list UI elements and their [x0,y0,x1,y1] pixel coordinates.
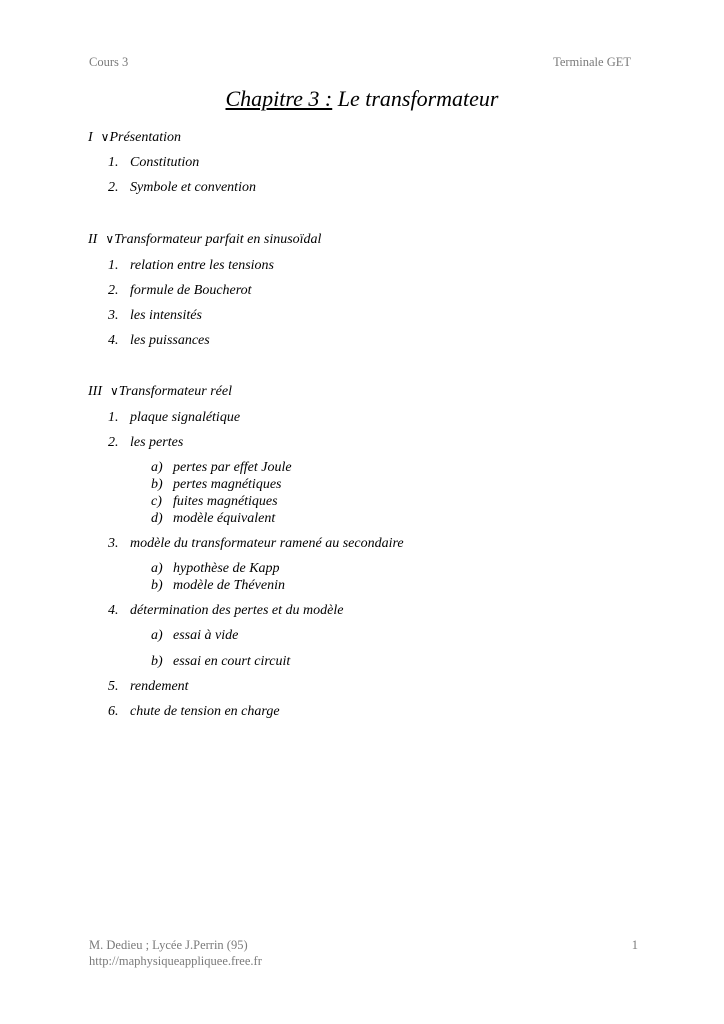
item-number: 2. [108,180,119,195]
subitem-letter: a) [151,561,163,576]
item-number: 3. [108,536,119,551]
subitem-title: essai en court circuit [173,654,291,669]
item-title: les puissances [130,333,210,348]
toc-section [88,130,181,146]
toc-item [108,603,343,619]
item-title: plaque signalétique [130,410,241,425]
page-number: 1 [631,938,638,952]
toc-item [108,536,404,552]
section-numeral: II [88,232,98,247]
subitem-title: hypothèse de Kapp [173,561,280,576]
toc-subitem [151,561,280,577]
item-number: 3. [108,308,119,323]
subitem-letter: a) [151,628,163,643]
title-prefix: Chapitre 3 : [225,86,333,111]
item-title: Symbole et convention [130,180,256,195]
footer-url: http://maphysiqueappliquee.free.fr [89,954,262,968]
item-title: Constitution [130,155,200,170]
item-number: 1. [108,410,119,425]
toc-item [108,155,199,171]
toc-item [108,333,210,349]
toc-item [108,704,280,720]
item-title: détermination des pertes et du modèle [130,603,344,618]
toc-item [108,435,183,451]
subitem-title: pertes magnétiques [173,477,282,492]
section-title: Transformateur réel [118,384,232,399]
section-numeral: III [88,384,102,399]
toc-item [108,308,202,324]
subitem-title: essai à vide [173,628,239,643]
toc-subitem [151,628,238,644]
item-title: relation entre les tensions [130,258,274,273]
subitem-letter: b) [151,578,163,593]
item-number: 4. [108,333,119,348]
toc-item [108,258,274,274]
item-number: 1. [108,258,119,273]
item-number: 2. [108,283,119,298]
toc-subitem [151,477,281,493]
toc-subitem [151,578,285,594]
item-number: 4. [108,603,119,618]
item-title: modèle du transformateur ramené au secondaire [130,536,404,551]
subitem-title: modèle équivalent [173,511,276,526]
toc-subitem [151,494,278,510]
item-number: 2. [108,435,119,450]
footer-author: M. Dedieu ; Lycée J.Perrin (95) [89,938,248,952]
toc-subitem [151,460,292,476]
page-title [0,86,724,112]
toc-item [108,410,240,426]
item-number: 5. [108,679,119,694]
toc-section [88,384,232,400]
section-title: Présentation [109,130,182,145]
subitem-title: pertes par effet Joule [173,460,292,475]
header-course: Cours 3 [89,55,129,69]
section-title: Transformateur parfait en sinusoïdal [114,232,322,247]
check-icon: ∨ [110,384,119,398]
check-icon: ∨ [100,130,110,144]
check-icon: ∨ [105,232,115,246]
item-number: 6. [108,704,119,719]
item-title: rendement [130,679,189,694]
toc-item [108,283,252,299]
toc-section [88,232,321,248]
item-title: les intensités [130,308,202,323]
section-numeral: I [88,130,93,145]
item-title: formule de Boucherot [130,283,252,298]
toc-item [108,180,256,196]
subitem-letter: d) [151,511,163,526]
toc-item [108,679,189,695]
item-title: les pertes [130,435,184,450]
subitem-letter: b) [151,477,163,492]
title-rest: Le transformateur [332,86,499,111]
item-title: chute de tension en charge [130,704,280,719]
toc-subitem [151,654,290,670]
subitem-title: fuites magnétiques [173,494,278,509]
item-number: 1. [108,155,119,170]
subitem-letter: a) [151,460,163,475]
toc-subitem [151,511,275,527]
subitem-title: modèle de Thévenin [173,578,285,593]
header-class: Terminale GET [553,55,631,69]
subitem-letter: b) [151,654,163,669]
subitem-letter: c) [151,494,162,509]
